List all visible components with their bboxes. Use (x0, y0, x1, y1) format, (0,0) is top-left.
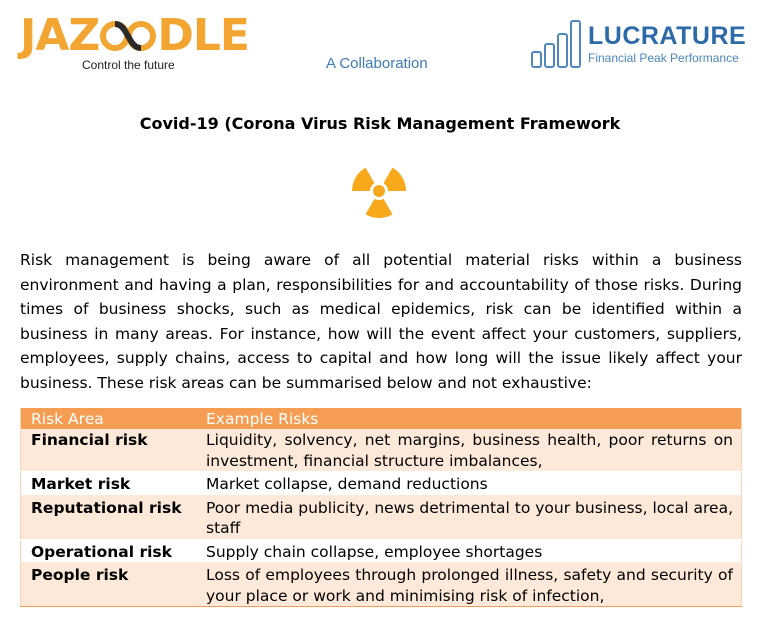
table-row (21, 472, 742, 496)
collaboration-label: A Collaboration (326, 55, 428, 72)
table-row (21, 540, 742, 564)
radiation-hazard-icon (347, 159, 411, 223)
lucrature-name: LUCRATURE (588, 22, 747, 50)
jazoodle-text-start: JAZ (20, 10, 100, 61)
example-risks-cell: Market collapse, demand reductions (196, 472, 742, 496)
lucrature-logo (530, 18, 745, 70)
table-row (21, 496, 742, 540)
risk-area-cell: Market risk (21, 472, 197, 496)
jazoodle-logo (20, 10, 250, 72)
example-risks-cell: Poor media publicity, news detrimental to your business, local area, staff (196, 496, 742, 540)
example-risks-cell: Liquidity, solvency, net margins, business health, poor returns on investment, financial structure imbalances, (196, 429, 742, 472)
risk-area-cell: Financial risk (21, 429, 197, 472)
jazoodle-text-end: DLE (157, 10, 249, 61)
example-risks-cell: Supply chain collapse, employee shortages (196, 540, 742, 564)
risk-area-cell: Operational risk (21, 540, 197, 564)
intro-paragraph: Risk management is being aware of all potential material risks within a business environment and having a plan, responsibilities for and accountability of those risks. During times of business shocks, such as medical epidemics, risk can be identified within a business in many areas. For instance, how will the event affect your customers, suppliers, employees, supply chains, access to capital and how long will the issue likely affect your business. These risk areas can be summarised below and not exhaustive: (20, 251, 742, 392)
infinity-icon (100, 20, 156, 52)
risk-area-cell: People risk (21, 563, 197, 607)
jazoodle-wordmark (20, 10, 249, 62)
table-row (21, 429, 742, 472)
table-header-row (21, 408, 742, 429)
header-risk-area: Risk Area (21, 408, 197, 429)
lucrature-tagline: Financial Peak Performance (588, 51, 739, 65)
risk-area-cell: Reputational risk (21, 496, 197, 540)
lucrature-bars-icon (530, 18, 586, 70)
risk-table (20, 408, 742, 607)
table-row (21, 563, 742, 607)
page-title: Covid-19 (Corona Virus Risk Management Framework (139, 114, 621, 133)
header-example-risks: Example Risks (196, 408, 742, 429)
example-risks-cell: Loss of employees through prolonged illness, safety and security of your place or work and minimising risk of infection, (196, 563, 742, 607)
jazoodle-tagline: Control the future (82, 58, 175, 72)
